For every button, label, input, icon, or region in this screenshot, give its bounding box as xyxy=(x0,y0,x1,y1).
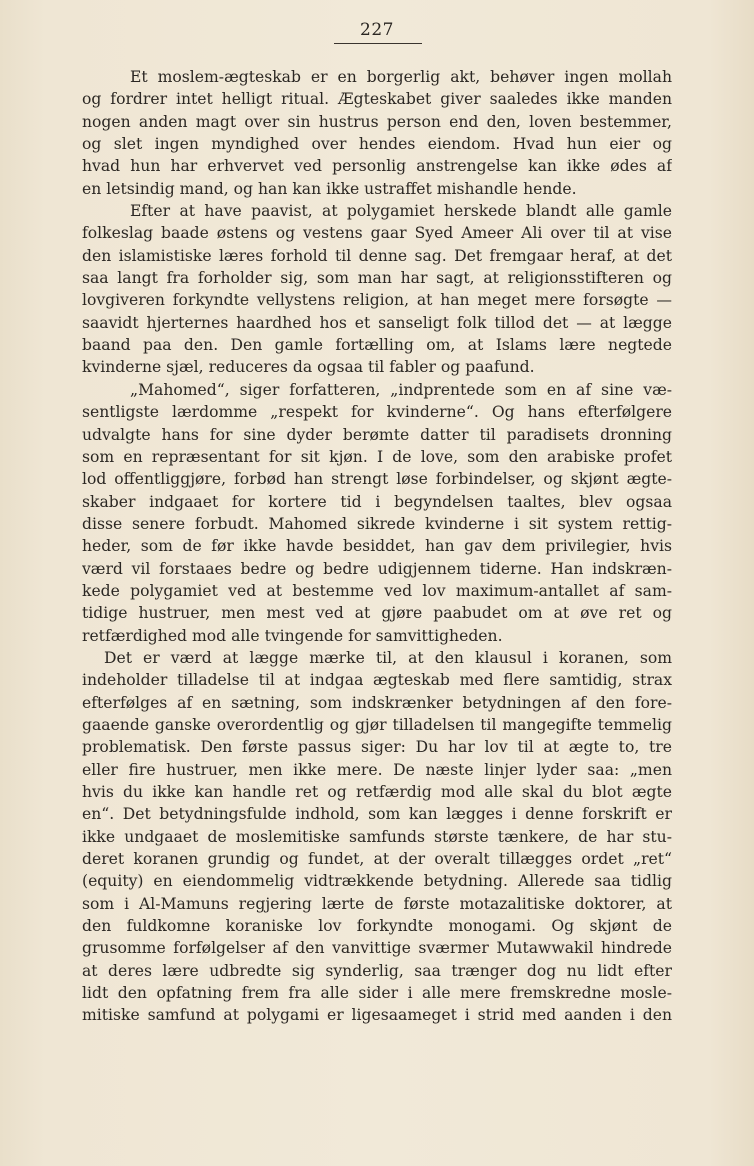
page-number-rule xyxy=(334,43,422,44)
text-line: indeholder tilladelse til at indgaa ægteskab med flere samtidig, strax xyxy=(82,671,672,690)
text-line: en“. Det betydningsfulde indhold, som kan lægges i denne forskrift er xyxy=(82,805,672,824)
text-line: kede polygamiet ved at bestemme ved lov maximum-antallet af sam- xyxy=(82,581,672,600)
text-line: „Mahomed“, siger forfatteren, „indprentede som en af sine væ- xyxy=(130,380,672,399)
text-line: nogen anden magt over sin hustrus person end den, loven bestemmer, xyxy=(82,112,672,131)
text-line: disse senere forbudt. Mahomed sikrede kvinderne i sit system rettig- xyxy=(82,514,672,533)
text-line: den islamistiske læres forhold til denne sag. Det fremgaar heraf, at det xyxy=(82,246,672,265)
text-line: grusomme forfølgelser af den vanvittige sværmer Mutawwakil hindrede xyxy=(82,939,672,958)
text-line: skaber indgaaet for kortere tid i begyndelsen taaltes, blev ogsaa xyxy=(82,492,672,511)
text-line: og fordrer intet helligt ritual. Ægteskabet giver saaledes ikke manden xyxy=(82,90,672,109)
text-line: lod offentliggjøre, forbød han strengt løse forbindelser, og skjønt ægte- xyxy=(82,470,672,489)
text-line: mitiske samfund at polygami er ligesaameget i strid med aanden i den xyxy=(82,1006,672,1025)
text-line: sentligste lærdomme „respekt for kvinderne“. Og hans efterfølgere xyxy=(82,403,672,422)
text-line: problematisk. Den første passus siger: Du har lov til at ægte to, tre xyxy=(82,738,672,757)
text-line: lidt den opfatning frem fra alle sider i alle mere fremskredne mosle- xyxy=(82,984,672,1003)
text-line: eller fire hustruer, men ikke mere. De næste linjer lyder saa: „men xyxy=(82,760,672,779)
text-line: tidige hustruer, men mest ved at gjøre paabudet om at øve ret og xyxy=(82,604,672,623)
text-line: baand paa den. Den gamle fortælling om, at Islams lære negtede xyxy=(82,336,672,355)
text-line: Det er værd at lægge mærke til, at den klausul i koranen, som xyxy=(104,648,672,667)
text-line: Efter at have paavist, at polygamiet herskede blandt alle gamle xyxy=(130,202,672,221)
text-line: heder, som de før ikke havde besiddet, han gav dem privilegier, hvis xyxy=(82,537,672,556)
text-line: som i Al-Mamuns regjering lærte de første motazalitiske doktorer, at xyxy=(82,894,672,913)
text-line: ikke undgaaet de moslemitiske samfunds største tænkere, de har stu- xyxy=(82,827,672,846)
text-line: Et moslem-ægteskab er en borgerlig akt, behøver ingen mollah xyxy=(130,68,672,86)
text-line: retfærdighed mod alle tvingende for samvittigheden. xyxy=(82,626,503,645)
text-line: og slet ingen myndighed over hendes eiendom. Hvad hun eier og xyxy=(82,135,672,154)
text-line: (equity) en eiendommelig vidtrækkende betydning. Allerede saa tidlig xyxy=(82,872,672,891)
text-line: hvad hun har erhvervet ved personlig anstrengelse kan ikke ødes af xyxy=(82,157,672,176)
text-line: at deres lære udbredte sig synderlig, saa trænger dog nu lidt efter xyxy=(82,961,672,980)
page-number: 227 xyxy=(360,20,394,40)
text-line: lovgiveren forkyndte vellystens religion, at han meget mere forsøgte — xyxy=(82,291,672,310)
body-text xyxy=(82,66,672,1027)
text-line: saavidt hjerternes haardhed hos et sanseligt folk tillod det — at lægge xyxy=(82,313,672,332)
text-line: deret koranen grundig og fundet, at der overalt tillægges ordet „ret“ xyxy=(82,850,672,869)
text-line: udvalgte hans for sine dyder berømte datter til paradisets dronning xyxy=(82,425,672,444)
text-line: saa langt fra forholder sig, som man har sagt, at religionsstifteren og xyxy=(82,269,672,288)
text-line: hvis du ikke kan handle ret og retfærdig mod alle skal du blot ægte xyxy=(82,783,672,801)
text-line: den fuldkomne koraniske lov forkyndte monogami. Og skjønt de xyxy=(82,917,672,936)
text-line: kvinderne sjæl, reduceres da ogsaa til fabler og paafund. xyxy=(82,358,535,377)
text-line: som en repræsentant for sit kjøn. I de love, som den arabiske profet xyxy=(82,447,672,466)
text-line: folkeslag baade østens og vestens gaar Syed Ameer Ali over til at vise xyxy=(82,224,672,243)
text-line: efterfølges af en sætning, som indskrænker betydningen af den fore- xyxy=(82,693,672,712)
text-line: en letsindig mand, og han kan ikke ustraffet mishandle hende. xyxy=(82,179,577,198)
text-line: værd vil forstaaes bedre og bedre udigjennem tiderne. Han indskræn- xyxy=(82,559,672,578)
text-line: gaaende ganske overordentlig og gjør tilladelsen til mangegifte temmelig xyxy=(82,715,672,734)
